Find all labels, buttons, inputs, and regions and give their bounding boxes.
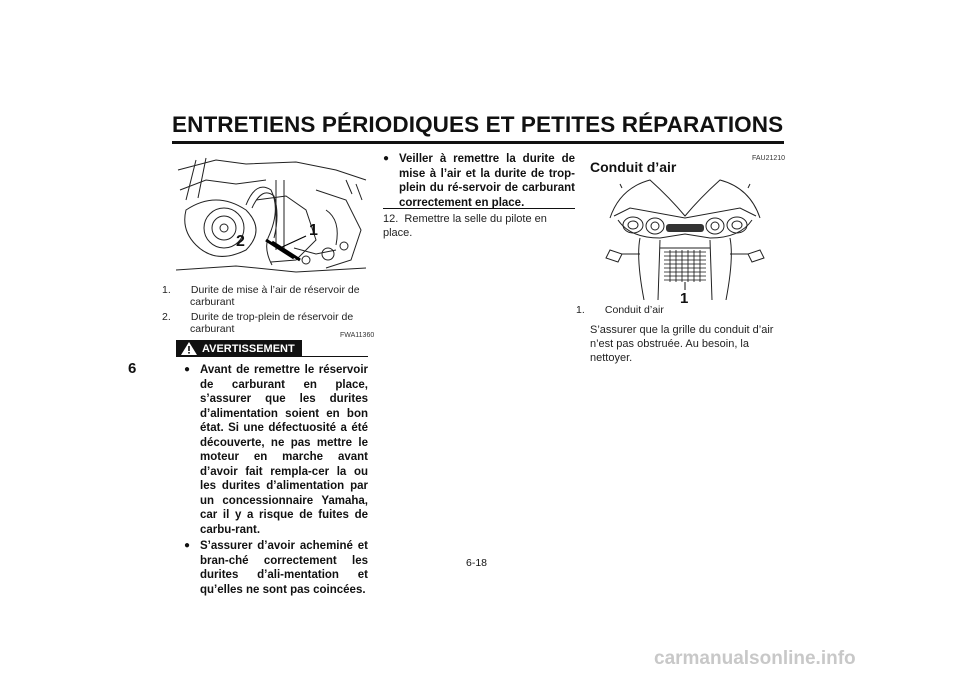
callout-1: 1 <box>309 222 318 239</box>
figure-captions <box>162 284 366 338</box>
warning-rule <box>302 356 368 357</box>
warning-badge <box>176 340 302 357</box>
warning-triangle-icon <box>180 341 198 356</box>
engine-illustration <box>176 150 368 276</box>
warning-code: FWA11360 <box>340 332 375 339</box>
caption-item: 1. Conduit d’air <box>576 304 664 316</box>
step-12 <box>383 212 575 240</box>
caption-item: 1. Durite de mise à l’air de réservoir de carburant <box>162 284 360 308</box>
section-heading: Conduit d’air <box>590 159 677 175</box>
airduct-caption <box>576 304 780 319</box>
warning-item: ● Veiller à remettre la durite de mise à l’air et la durite de trop-plein du ré-servoir de carburant correctement en place. <box>383 153 575 209</box>
step-number: 12. <box>383 213 399 225</box>
warning-item: ● S’assurer d’avoir acheminé et bran-ché correctement les durites d’ali-mentation et qu’elles ne sont pas coincées. <box>184 540 368 596</box>
bullet-icon: ● <box>184 364 191 375</box>
warning-list <box>184 363 368 597</box>
warning-label: AVERTISSEMENT <box>202 342 295 355</box>
title-rule <box>172 141 784 144</box>
warning-list-continued <box>383 152 575 210</box>
air-duct-illustration <box>600 178 770 300</box>
warning-item: ● Avant de remettre le réservoir de carburant en place, s’assurer que les durites d’alimentation soient en bon état. Si une défectuosité a été découverte, ne pas mettre le moteur en marche avant d’avoir fait rempla-cer la ou les durites d’alimentation par un concessionnaire Yamaha, car il y a risque de fuites de carbu-rant. <box>184 364 368 536</box>
bullet-icon: ● <box>383 153 390 164</box>
callout-1-airduct: 1 <box>680 290 689 307</box>
bullet-icon: ● <box>184 540 191 551</box>
page-title: ENTRETIENS PÉRIODIQUES ET PETITES RÉPARATIONS <box>172 112 784 137</box>
section-number: 6 <box>128 360 146 400</box>
callout-2: 2 <box>236 233 245 250</box>
step-text: Remettre la selle du pilote en place. <box>383 213 547 239</box>
caption-item: 2. Durite de trop-plein de réservoir de carburant <box>162 311 354 335</box>
warning-end-rule <box>383 208 575 209</box>
section-code: FAU21210 <box>752 155 786 162</box>
watermark-text[interactable]: carmanualsonline.info <box>654 648 856 669</box>
airduct-body-text: S’assurer que la grille du conduit d’air n’est pas obstruée. Au besoin, la nettoyer. <box>590 324 774 364</box>
page-number: 6-18 <box>466 557 488 569</box>
